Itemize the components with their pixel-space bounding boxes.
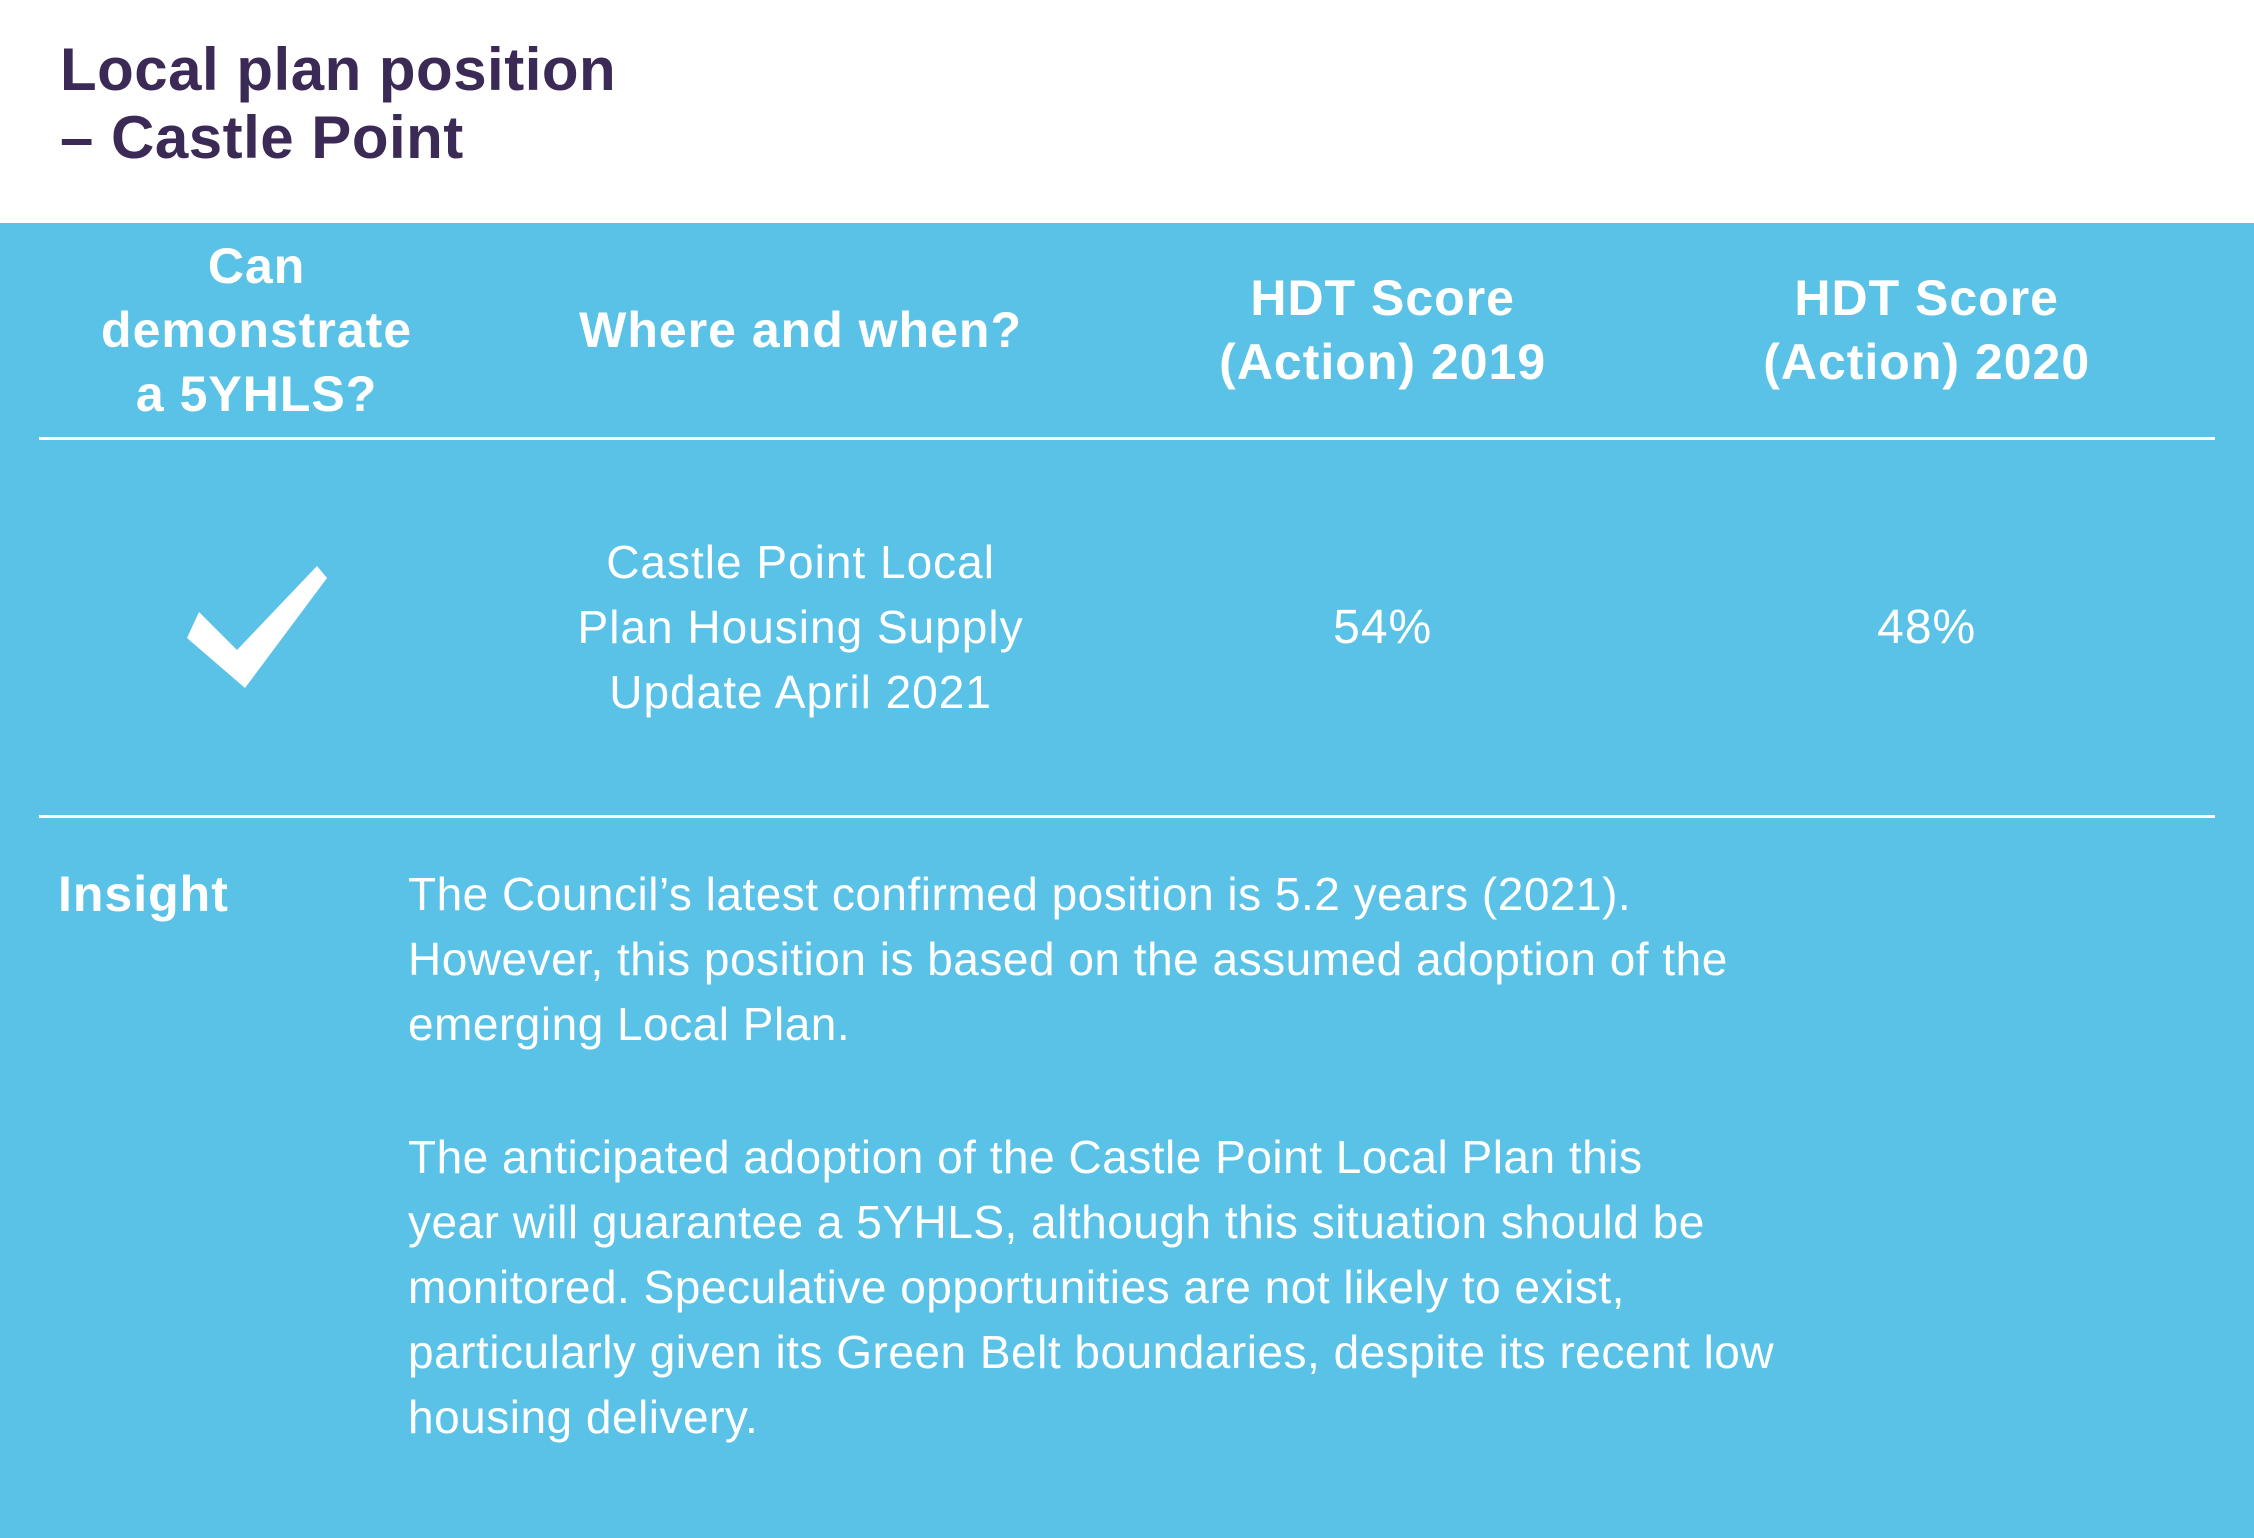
insight-label: Insight (58, 866, 229, 922)
table-header-row (39, 223, 2215, 439)
insight-line: emerging Local Plan. (408, 998, 851, 1050)
page-title-line1: Local plan position (60, 36, 617, 103)
header-line: Where and when? (579, 302, 1022, 358)
page-title (0, 0, 2254, 172)
table-row (39, 439, 2215, 817)
hdt-2019-value: 54% (1127, 439, 1638, 817)
content-panel (0, 223, 2254, 1538)
insight-line: The anticipated adoption of the Castle Point Local Plan this (408, 1131, 1643, 1183)
insight-line: The Council’s latest confirmed position is 5.2 years (2021). (408, 868, 1632, 920)
checkmark-icon (187, 566, 327, 690)
local-plan-table (39, 223, 2215, 818)
insight-paragraph-2 (408, 1125, 2215, 1450)
page-title-line2: – Castle Point (60, 104, 464, 171)
cell-line: Plan Housing Supply (577, 601, 1024, 653)
insight-paragraph-1 (408, 862, 2215, 1057)
cell-line: Castle Point Local (606, 536, 995, 588)
hdt-2020-value: 48% (1638, 439, 2215, 817)
insight-line: year will guarantee a 5YHLS, although this situation should be (408, 1196, 1705, 1248)
column-header-can-demonstrate (39, 223, 474, 439)
insight-body (408, 862, 2215, 1450)
insight-line: monitored. Speculative opportunities are not likely to exist, (408, 1261, 1625, 1313)
header-line: Can (207, 238, 306, 294)
column-header-hdt-2019 (1127, 223, 1638, 439)
title-area (0, 0, 2254, 223)
insight-line: housing delivery. (408, 1391, 759, 1443)
header-line: (Action) 2020 (1763, 334, 2091, 390)
header-line: demonstrate (101, 302, 413, 358)
header-line: HDT Score (1250, 270, 1515, 326)
column-header-where-when (474, 223, 1127, 439)
can-demonstrate-cell (39, 439, 474, 817)
header-line: a 5YHLS? (135, 366, 378, 422)
insight-section (0, 818, 2254, 1450)
header-line: HDT Score (1794, 270, 2059, 326)
header-line: (Action) 2019 (1219, 334, 1547, 390)
insight-line: However, this position is based on the assumed adoption of the (408, 933, 1728, 985)
cell-line: Update April 2021 (609, 666, 992, 718)
insight-line: particularly given its Green Belt boundaries, despite its recent low (408, 1326, 1775, 1378)
where-when-cell (474, 439, 1127, 817)
column-header-hdt-2020 (1638, 223, 2215, 439)
